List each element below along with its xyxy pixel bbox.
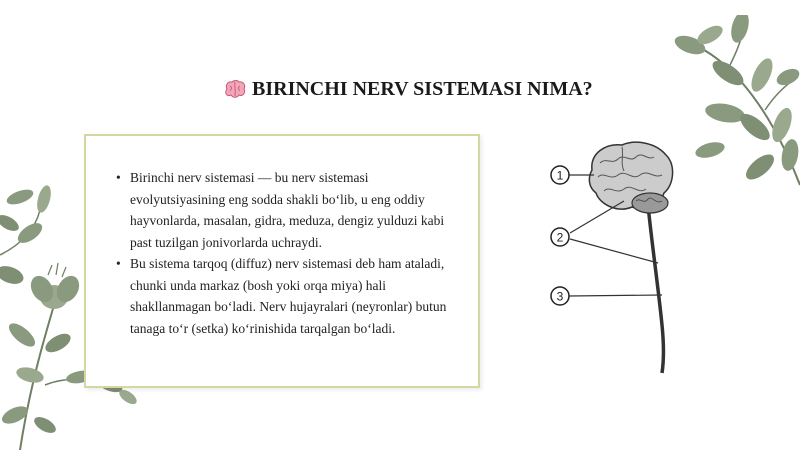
content-textbox: [84, 134, 480, 388]
slide-title-text: BIRINCHI NERV SISTEMASI NIMA?: [252, 77, 593, 100]
svg-text:3: 3: [556, 289, 564, 304]
brain-icon: [224, 80, 246, 98]
marker-1: [551, 166, 569, 184]
slide-title: [224, 74, 593, 104]
marker-3: [551, 287, 569, 305]
marker-2: [551, 228, 569, 246]
bullet-list: [114, 167, 459, 339]
svg-text:1: 1: [556, 168, 564, 183]
bullet-item: • Birinchi nerv sistemasi — bu nerv sistemasi evolyutsiyasining eng sodda shakli bo‘lib, u eng oddiy hayvonlarda, masalan, gidra, meduza, dengiz yulduzi kabi past tuzilgan jonivorlarda uchraydi.: [114, 167, 459, 253]
bullet-item: • Bu sistema tarqoq (diffuz) nerv sistemasi deb ham ataladi, chunki unda markaz (bosh yoki orqa miya) hali shakllanmagan bo‘ladi. Nerv hujayralari (neyronlar) butun tanaga to‘r (setka) ko‘rinishida tarqalgan bo‘ladi.: [114, 253, 459, 339]
svg-text:2: 2: [556, 230, 564, 245]
brain: [589, 142, 672, 213]
brain-spinal-cord-illustration: [540, 135, 700, 380]
